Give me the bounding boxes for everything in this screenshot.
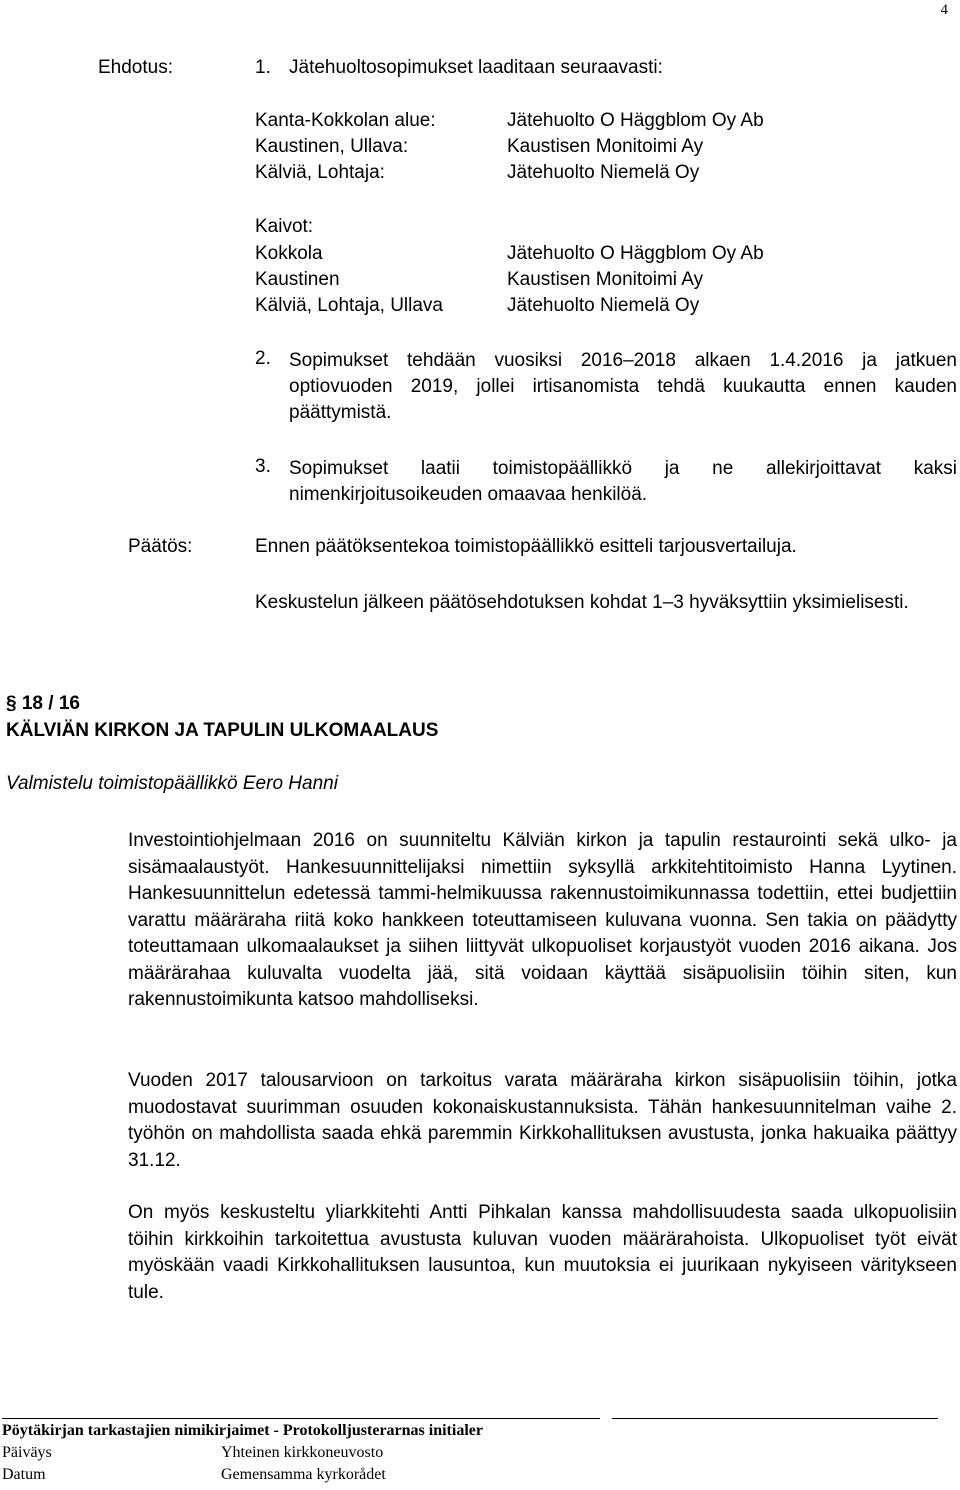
item-2-number: 2. xyxy=(255,348,271,369)
item-3-text: Sopimukset laatii toimistopäällikkö ja ne allekirjoittavat kaksi nimenkirjoitusoikeuden omaavaa henkilöä. xyxy=(289,458,957,505)
well-contractor: Kaustisen Monitoimi Ay xyxy=(507,269,704,290)
footer-date-label-sv: Datum xyxy=(2,1466,46,1483)
footer-date-label-fi: Päiväys xyxy=(2,1444,52,1461)
footer-council-sv: Gemensamma kyrkorådet xyxy=(221,1466,386,1483)
well-contractor: Jätehuolto Niemelä Oy xyxy=(507,295,700,316)
body-paragraph: Vuoden 2017 talousarvioon on tarkoitus varata määräraha kirkon sisäpuolisiin töihin, jotka muodostavat suurimman osuuden kokonaiskustannuksista. Tähän hankesuunnitelman vaihe 2. työhön on mahdollista saada ehkä paremmin Kirkkohallituksen avustusta, jonka hakuaika päättyy 31.12. xyxy=(128,1070,957,1171)
well-area-name: Kokkola xyxy=(255,243,323,264)
item-1-number: 1. xyxy=(255,57,271,78)
footer-council-fi: Yhteinen kirkkoneuvosto xyxy=(221,1444,384,1461)
decision-paragraph: Keskustelun jälkeen päätösehdotuksen kohdat 1–3 hyväksyttiin yksimielisesti. xyxy=(255,592,909,613)
initials-signature-line xyxy=(612,1418,938,1419)
decision-label: Päätös: xyxy=(128,536,193,557)
area-contractor: Jätehuolto O Häggblom Oy Ab xyxy=(507,110,764,131)
section-preparer: Valmistelu toimistopäällikkö Eero Hanni xyxy=(6,773,338,794)
footer-initials-label: Pöytäkirjan tarkastajien nimikirjaimet - Protokolljusterarnas initialer xyxy=(2,1422,483,1439)
well-area-name: Kälviä, Lohtaja, Ullava xyxy=(255,295,443,316)
item-2-text: Sopimukset tehdään vuosiksi 2016–2018 alkaen 1.4.2016 ja jatkuen optiovuoden 2019, jollei irtisanomista tehdä kuukautta ennen kauden päättymistä. xyxy=(289,350,957,423)
page-number: 4 xyxy=(940,2,948,18)
well-area-name: Kaustinen xyxy=(255,269,340,290)
area-name: Kälviä, Lohtaja: xyxy=(255,162,385,183)
body-paragraph: Investointiohjelmaan 2016 on suunniteltu Kälviän kirkon ja tapulin restaurointi sekä ulko- ja sisämaalaustyöt. Hankesuunnittelijaksi nimettiin syksyllä arkkitehtitoimisto Hanna Lyytinen. Hankesuunnittelun edetessä tammi-helmikuussa rakennustoimikunnassa todettiin, ettei budjettiin varattu määräraha riitä koko hankkeen toteuttamiseen kuluvana vuonna. Sen takia on päädytty toteuttamaan ulkomaalaukset ja siihen liittyvät ulkopuoliset korjaustyöt vuoden 2016 aikana. Jos määrärahaa kuluvalta vuodelta jää, sitä voidaan käyttää sisäpuolisiin töihin siten, kun rakennustoimikunta katsoo mahdolliseksi. xyxy=(128,830,957,1010)
decision-paragraph: Ennen päätöksentekoa toimistopäällikkö esitteli tarjousvertailuja. xyxy=(255,536,797,557)
proposal-label: Ehdotus: xyxy=(98,57,173,78)
area-contractor: Jätehuolto Niemelä Oy xyxy=(507,162,700,183)
area-name: Kaustinen, Ullava: xyxy=(255,136,409,157)
item-1-text: Jätehuoltosopimukset laaditaan seuraavasti: xyxy=(289,57,663,78)
body-paragraph: On myös keskusteltu yliarkkitehti Antti Pihkalan kanssa mahdollisuudesta saada ulkopuolisiin töihin kirkkoihin tarkoitettua avustusta kuluvan vuoden määrärahoista. Ulkopuoliset työt eivät myöskään vaadi Kirkkohallituksen lausuntoa, kun muutoksia ei juurikaan nykyiseen väritykseen tule. xyxy=(128,1202,957,1303)
footer-rule xyxy=(2,1418,600,1419)
wells-heading: Kaivot: xyxy=(255,216,314,237)
well-contractor: Jätehuolto O Häggblom Oy Ab xyxy=(507,243,764,264)
area-name: Kanta-Kokkolan alue: xyxy=(255,110,436,131)
section-title: KÄLVIÄN KIRKON JA TAPULIN ULKOMAALAUS xyxy=(6,720,439,741)
item-3-number: 3. xyxy=(255,456,271,477)
area-contractor: Kaustisen Monitoimi Ay xyxy=(507,136,704,157)
section-number: § 18 / 16 xyxy=(6,693,80,714)
